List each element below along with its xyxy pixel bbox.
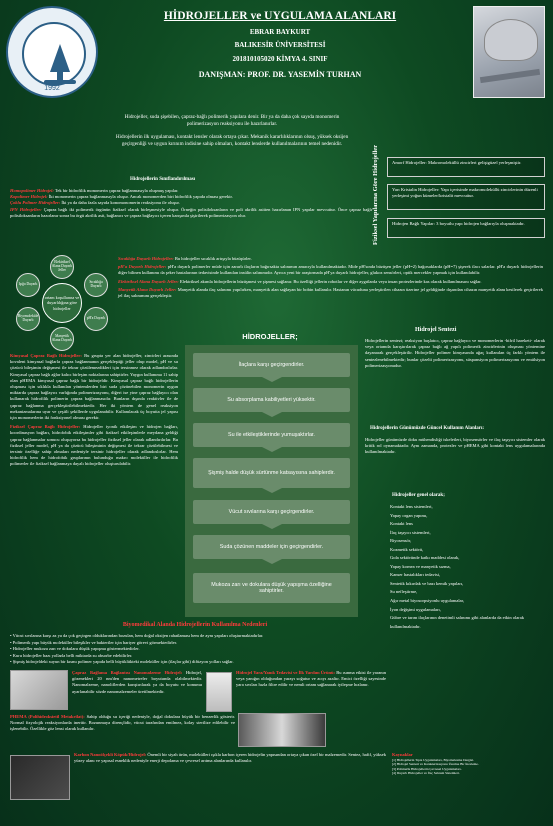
property-pill: Su absorplama kabiliyetleri yüksektir. xyxy=(193,388,350,412)
stimulus-text: pH'a duyarlı polimerler müde için zararlı ilaçların bağırsakta salınımın amacıyla kullanılmaktadır. Mide pH'sında büzüşen jeller (pH=2) bağırsaklarda (pH=7) şişerek ilacı salarlar. pH'a duyarlı hidrojellerin diğer bilinen kullanımı da şeker hastalarının tedavisinde kullanılan insülin salınımıdır. Ayrıca yeni bir araştırmada pH'ya duyarlı hidrojeller, glukoz sensörleri, optik mercekler yapmak için kullanılabilir. xyxy=(118,264,544,276)
phema-paragraph xyxy=(10,714,235,733)
general-uses-title: Hidrojeller genel olarak; xyxy=(392,493,445,498)
property-pill: Mukoza zarı ve dokulara düşük yapışma özelliğine sahiptirler. xyxy=(193,573,350,603)
hydro-paragraph xyxy=(236,670,386,689)
karbon-text: Önemli bir siyah ürün, molekülleri ışıkla karbon içeren hidrojelin yapısından ortaya çıkan özel bir malzemedir. Sentez, hafif, yüksek yüzey alanı ve yapısal esneklik nedeniyle enerji depolama ve çevresel arıtma alanlarında kullanılır. xyxy=(74,752,387,764)
stimulus-text: Manyetik alanda ilaç salınımı yapılırken, manyetik alan sağlayan bir bobin kullanılır. Hastanın vücuduna yerleştirilen cihazın üzerine jel geldiğinde dışarıdan cihazın manyetik alanı kesilerek geçirilerek jel ilaç salınımını gerçekleştir. xyxy=(118,286,544,299)
stimulus-label: pH'a Duyarlı Hidrojeller: xyxy=(118,264,167,270)
stimulus-item xyxy=(118,287,543,299)
physical-gel-text: Hidrojeller iyonik etkileşim ve hidrojen bağları, koordinasyon bağları, hidrofobik etkileşimler gibi fiziksel etkileşimlerle meydana geldiği çapraz bağlanmalar sonucu oluşuyorsa bu hidrojeller fiziksel jeller olarak adlandırılırlar. Bu fiziksel jeller model, pH ya da çözücü bileşiminin değişmesi ile tekrar çözülebilmesi ve tersinir özelliğe sahip olmaları nedeniyle tersinir hidrojeller olarak adlandırılırlar. Hem hidrofilik hem de hidrofobik gruplarının bulunduğu makro moleküller ile hidrofilik polimerler ile fiziksel bağlanmaya dayalı hidrojeller oluşturulabilir. xyxy=(10,424,179,467)
medical-item: • Hidrojeller mukoza zarı ve dokulara düşük yapışma göstermektedirler. xyxy=(10,646,385,653)
medical-list xyxy=(10,633,385,666)
use-item: Gübre ve tarım ilaçlarının denetimli salınımı gibi alanlarda da etkin olarak kullanılmaktadır. xyxy=(390,615,524,629)
property-pill: Vücut sıvılarına karşı geçirgendirler. xyxy=(193,500,350,524)
chemical-gel-paragraph xyxy=(10,353,178,421)
phema-text: Sahip olduğu su içeriği nedeniyle, doğal dokulara büyük bir benzerlik gösterir. Normal fizyolojik reaksiyonlarda inerttir. Bozunmaya dirençlidir, vücut tarafından emilmez, kolay sterilize edilebilir ve işlenebilir. Özellikle göz lensi olarak kullanılır. xyxy=(10,714,236,732)
diagram-node: Sıcaklığa Duyarlı xyxy=(84,273,108,297)
stimulus-label: Elektriksel Alana Duyarlı Jeller: xyxy=(118,278,179,284)
diagram-node: Biyomoleküle Duyarlı xyxy=(16,307,40,331)
stimulus-text: Elektriksel akımla hidrojellerin büzüşmesi ve şişmesi sağlanır. Bu özelliği jellerin robotlar ve diğer aygıtlarda veya insan protezlerinde kas olarak kullanılmasını sağlar. xyxy=(179,278,482,284)
stimulus-label: Manyetik Alana Duyarlı Jeller: xyxy=(118,286,177,292)
type-text: Tek bir hidrofilik monomerin çapraz bağlanmasıyla oluşmuş yapılar. xyxy=(54,188,179,193)
stimulus-item xyxy=(118,279,543,285)
use-item: Kanser hastalıkları tedavisi, xyxy=(390,572,441,578)
nano-paragraph xyxy=(72,670,202,695)
intro-paragraph-1: Hidrojeller, suda şişebilen, çapraz-bağlı polimerik yapılara denir. Bir ya da daha çok sayıda monomerin polimerizasyon reaksiyonu ile hazırlanırlar. xyxy=(124,114,340,128)
stimuli-list xyxy=(118,256,543,299)
use-item: Ağır metal biyosorpsiyonlu uygulamalar, xyxy=(390,598,465,604)
use-item: İyon değişimi uygulamaları, xyxy=(390,606,441,612)
medical-item: • Şişmiş hidrojeldeki suyun bir kısmı polimer yapıda belli büyüklükteki moleküller için (ilaçlar gibi) difüzyon yolları sağlar. xyxy=(10,659,385,666)
use-item: Yapay kornea ve manyetik sızma, xyxy=(390,563,451,569)
poster-title: HİDROJELLER ve UYGULAMA ALANLARI xyxy=(163,10,397,22)
references-title: Kaynaklar xyxy=(392,752,413,757)
class-box-hidrojen: Hidrojen Bağlı Yapılar: 3 boyutlu yapı hidrojen bağlarıyla oluşmaktadır. xyxy=(387,218,545,238)
classification-vertical-title: Fiziksel Yapılarına Göre Hidrojeller xyxy=(372,144,379,246)
use-item: Yapay organ yapımı, xyxy=(390,512,428,518)
use-item: Kontakt lens xyxy=(390,521,413,527)
types-list xyxy=(10,188,372,219)
logo-emblem xyxy=(22,22,86,86)
property-pill: Suda çözünen maddeler için geçirgendirler. xyxy=(193,535,350,559)
chemical-gel-label: Kimyasal Çapraz Bağlı Hidrojeller: xyxy=(10,353,82,358)
diagram-node: Işığa Duyarlı xyxy=(16,273,40,297)
type-label: Çoklu Polimer Hidrojeller: xyxy=(10,200,61,206)
nano-text: Hidrojel, gözenekleri 20 nm'den nanometreler boyutunda olabilmektedir. Nanomalzeme, nanoliflerden karıştırılarak ya da boyutu ve konumu ayarlanabilir sözde nanomalzemeler üretilmektedir. xyxy=(72,670,202,694)
class-box-amorf: Amorf Hidrojeller: Makromoleküllü zincirleri gelişigüzel yerleşmiştir. xyxy=(387,157,545,177)
types-heading: Hidrojellerin Sınıflandırılması xyxy=(130,177,196,182)
class-box-kristalin: Yarı Kristalin Hidrojeller: Yapı içerisinde makromoleküllü zincirlerinin düzenli yerleşimi yoğun kümeler/kristalit mevcuttur. xyxy=(387,184,545,210)
nanomaterial-image xyxy=(10,670,68,710)
modern-uses-title: Hidrojellerin Günümüzde Güncel Kullanım Alanları: xyxy=(370,426,485,431)
gel-shape xyxy=(484,19,538,61)
synthesis-title: Hidrojel Sentezi xyxy=(415,327,457,333)
advisor: DANIŞMAN: PROF. DR. YASEMİN TURHAN xyxy=(198,70,362,79)
hydro-label: Hidrojel Yara/Yanık Tedavisi ve İlk Yardım Ürünü: xyxy=(236,670,336,675)
modern-uses-text: Hidrojeller günümüzde doku mühendisliği iskeletleri, biyosensörler ve ilaç taşıyıcı sistemler olarak kritik rol oynamaktadır. Aynı zamanda, protezler ve pHEMA gibi kontakt lens uygulamalarında kullanılmaktadır. xyxy=(365,437,545,455)
type-item xyxy=(10,207,372,219)
use-item: İlaç taşıyıcı sistemleri, xyxy=(390,529,431,535)
gel-tube-image xyxy=(206,672,232,712)
reference-item: [1] Hidrojellerin Tıpta Uygulamaları, Biyomalzeme Dergisi. xyxy=(392,757,474,762)
general-uses-list xyxy=(390,503,546,631)
type-label: Homopolimer Hidrojel: xyxy=(10,188,54,193)
diagram-node: pH'a Duyarlı xyxy=(84,307,108,331)
student-info: 201810105020 KİMYA 4. SINIF xyxy=(232,55,328,63)
type-text: Çapraz bağlı iki polimerik örgünün fiziksel olarak birleşmesiyle oluşur. Örneğin polisiloksanların ve poli akrilik asitten hazırlanan IPN yapılar mevcuttur. Önce çapraz bağlı polisiloksanların hazırlanır sonra bu örgü akrilik asit, bağlanıcı ve çapraz bağlayıcı içeren karışımla şişirilerek polimerizasyon olur. xyxy=(10,206,373,218)
physical-gel-label: Fiziksel Çapraz Bağlı Hidrojeller: xyxy=(10,424,81,430)
left-column xyxy=(10,353,178,468)
karbon-paragraph xyxy=(74,752,386,764)
logo-year: 1992 xyxy=(44,85,60,92)
property-pill: Su ile etkileştiklerinde yumuşaktırlar. xyxy=(193,423,350,447)
references xyxy=(392,752,546,776)
use-item: Kontakt lens sistemleri, xyxy=(390,504,433,509)
wound-gel-image xyxy=(238,713,326,747)
stimulus-item xyxy=(118,256,543,262)
use-item: Su nefleştirme, xyxy=(390,589,418,595)
use-item: Sentetik kıkırdak ve bazı kemik yapıları, xyxy=(390,580,464,586)
university-logo xyxy=(6,6,98,98)
carbon-foam-image xyxy=(10,755,70,800)
hydro-text: Bu ısınma etkisi ile yaranın veya yanığın olduğundan yarayı soğutur ve acıyı azaltır. Emici özelliği sayesinde yara sıvıları hızla filtre edilir ve nemli ortam sağlanarak iyileşme hızlanır. xyxy=(236,670,387,688)
chemical-gel-text: Bu grupta yer alan hidrojeller, zincirleri arasında kovalent kimyasal bağlarla çapraz bağlanmanın gerçekleştiği jeller olup model, pH ve su çözücü bileşimin değişmesi ile tekrar çözülemezdikleri için tersinmez olarak adlandırılırlar. Kimyasal çapraz bağlı ağlar kalıcı birleşim noktalarına sahiptirler. Yaygın kullanıma 11 sahip olan pHEMA kimyasal çapraz bağlı bir hidrojeldir. Kimyasal çapraz bağlı hidrojellerin oluşması için sıklıkla kullanılan yöntemlerden biri suda çözünebilen monomerin uygun miktarda çapraz bağlayıcı varlığında polimerizasyonu, diğeri ise yine çapraz bağlayıcı olan kullanarak hidrofilik polimerin çapraz bağlanmasıdır. Bunların dışında reaktivler ile de çapraz bağlanma gerçekleştirilebilmektedir. Her iki yöntem de genel reaksiyon mekanizmalarına uyar ve çeşitli şekillerde uygulanabilir. Kullanılacak üç boyutta jel yapısı için monomerlerin iki fonksiyonel olması gerekir. xyxy=(10,353,178,421)
type-label: IPN Hidrojeller: xyxy=(10,206,42,212)
physical-gel-paragraph xyxy=(10,424,178,467)
university: BALIKESİR ÜNİVERSİTESİ xyxy=(234,41,326,49)
reference-item: [4] Duyarlı Hidrojeller ve İlaç Salınım Sistemleri. xyxy=(392,771,460,776)
type-text: İki ya da daha fazla sayıda konomonomerin reaksiyonu ile oluşur. xyxy=(61,200,180,206)
diagram-node: Manyetik Alana Duyarlı xyxy=(50,327,74,351)
phema-label: PHEMA (Polihidroksietil Metakrilat): xyxy=(10,714,85,719)
gel-base xyxy=(480,69,540,83)
stimulus-text: Bu hidrojeller sıcaklık artışıyla büzüşürler. xyxy=(174,256,252,261)
stimuli-diagram xyxy=(14,255,110,351)
tree-icon xyxy=(50,44,70,72)
stimulus-label: Sıcaklığa Duyarlı Hidrojeller: xyxy=(118,256,174,261)
karbon-label: Karbon Nanoölçekli Köpük/Hidrojel: xyxy=(74,752,147,757)
hydrogel-photo xyxy=(473,6,545,98)
reference-item: [3] Polimerik Hidrojellerin Çevresel Uygulamaları. xyxy=(392,766,462,771)
type-text: İki monomerin çapraz bağlanmasıyla oluşur. Ancak monomerden biri hidrofilik yapıda olması gerekir. xyxy=(48,194,233,200)
medical-item: • Vücut sıvılarına karşı az ya da çok geçirgen olduklarından bozulan, hem doğal oksijen rahatlaması hem de aynı yapıları oluşturmaktadırlar. xyxy=(10,633,385,640)
properties-panel xyxy=(185,345,358,617)
intro-paragraph-2: Hidrojellerin ilk uygulaması, kontakt lensler olarak ortaya çıkar. Mekanik kararlılıklarının olsuş, yüksek oksijen geçirgenliği ve uygun kırınım indisine sahip olmaları, kontakt lenslerde kullanılmalarının temel nedenidir. xyxy=(115,134,349,148)
nano-label: Çapraz Bağlama Bağlantısı Nanomalzeme Hidrojel: xyxy=(72,670,183,675)
synthesis-text: Hidrojellerin sentezi; reaksiyon başlatıcı, çapraz bağlayıcı ve monomerlerin -bifril hareketi- olarak veya ortamda karıştırılarak çapraz bağlı ağ yapılı polimerik zincirlerinin oluşması yöntemine dayanarak gerçekleştirilir. Hidrojeller polimer kimyasında ağaç kullanılan üç farklı yöntem ile sentezlenebilmektedir; bunlar çözelti polimerizasyonu, süspansiyon polimerizasyonu ve emülsiyon polimerizasyonudur. xyxy=(365,338,545,368)
tree-trunk xyxy=(57,70,63,80)
use-item: Gıda sektöründe katkı maddesi olarak, xyxy=(390,555,460,561)
author: EBRAR BAYKURT xyxy=(249,28,311,36)
type-label: Kopolimer Hidrojel: xyxy=(10,194,48,200)
medical-item: • Kuru hidrojeller bazı yollarla belli miktarda su absorbe edebilirler. xyxy=(10,653,385,660)
use-item: Biyosensör, xyxy=(390,538,412,544)
use-item: Kozmetik sektörü, xyxy=(390,546,424,552)
property-pill: İlaçlara karşı geçirgendirler. xyxy=(193,353,350,377)
medical-item: • Polimerik yapı büyük moleküller bileşikler ve bakteriler için bariyer görevi görmektedirler. xyxy=(10,640,385,647)
reference-item: [2] Hidrojel Sentezi ve Karakterizasyonu Üzerine Bir İnceleme. xyxy=(392,762,479,767)
properties-title: HİDROJELLER; xyxy=(242,332,298,341)
diagram-center: ortam koşullarına ve duyarlılığına göre hidrojeller xyxy=(42,283,82,323)
stimulus-item xyxy=(118,264,543,276)
medical-title: Biyomedikal Alanda Hidrojellerin Kullanılma Nedenleri xyxy=(122,622,268,628)
property-pill: Şişmiş halde düşük sürtünme katsayısına sahiplerdir. xyxy=(193,458,350,488)
wave-icon xyxy=(44,80,76,84)
diagram-node: Elektriksel Alana Duyarlı Jeller xyxy=(50,255,74,279)
